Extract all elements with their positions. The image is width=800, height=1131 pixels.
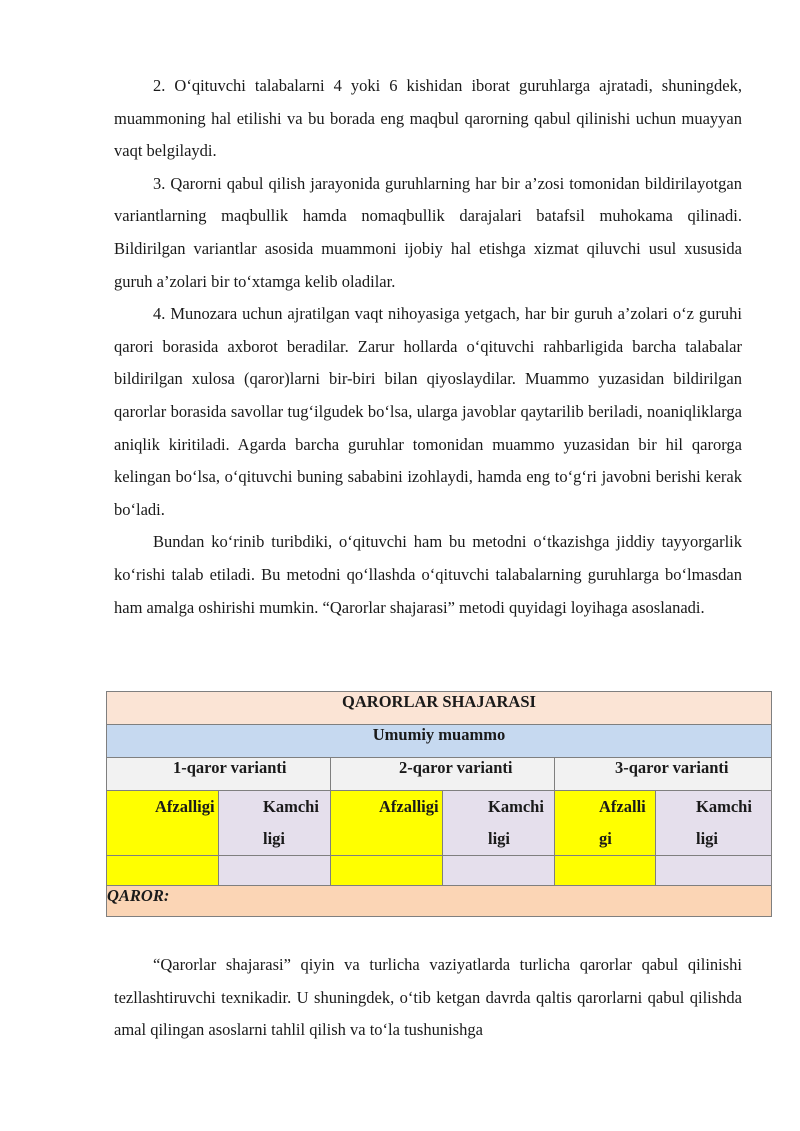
advantage-label: Afzalligi bbox=[379, 797, 439, 816]
variant-2-advantage-header bbox=[331, 791, 443, 856]
paragraph-technique-description: “Qarorlar shajarasi” qiyin va turlicha vaziyatlarda turlicha qarorlar qabul qilinishi tezllashtiruvchi texnikadir. U shuningdek, o‘tib ketgan davrda qaltis qarorlarni qabul qilishda amal qilingan asoslarni tahlil qilish va to‘la tushunishga bbox=[114, 955, 742, 1040]
variant-1-advantage-header bbox=[107, 791, 219, 856]
table-title: QARORLAR SHAJARASI bbox=[107, 692, 772, 725]
advantage-label: Afzalligi bbox=[155, 797, 215, 816]
paragraph-step-3: 3. Qarorni qabul qilish jarayonida guruhlarning har bir a’zosi tomonidan bildirilayotgan variantlarning maqbullik hamda nomaqbullik darajalari batafsil muhokama qilinadi. Bildirilgan variantlar asosida muammoni ijobiy hal etishga xizmat qiluvchi usul xususida guruh a’zolari bir to‘xtamga kelib oladilar. bbox=[114, 173, 742, 291]
body-text-top bbox=[114, 70, 742, 624]
body-text-bottom bbox=[114, 949, 742, 1047]
paragraph-step-2: 2. O‘qituvchi talabalarni 4 yoki 6 kishidan iborat guruhlarga ajratadi, shuningdek, muammoning hal etilishi va bu borada eng maqbul qarorning qabul qilinishi uchun muayyan vaqt belgilaydi. bbox=[114, 76, 742, 161]
variant-3-advantage-header bbox=[555, 791, 656, 856]
disadvantage-label: Kamchiligi bbox=[488, 797, 544, 848]
variant-2-advantage-cell bbox=[331, 856, 443, 886]
variant-1-disadvantage-cell bbox=[219, 856, 331, 886]
variant-1-disadvantage-header bbox=[219, 791, 331, 856]
variant-3-disadvantage-header bbox=[656, 791, 772, 856]
paragraph-step-4: 4. Munozara uchun ajratilgan vaqt nihoyasiga yetgach, har bir guruh a’zolari o‘z guruhi qarori borasida axborot beradilar. Zarur hollarda o‘qituvchi rahbarligida barcha talabalar bildirilgan xulosa (qaror)larni bir-biri bilan qiyoslaydilar. Muammo yuzasidan bildirilgan qarorlar borasida savollar tug‘ilgudek bo‘lsa, ularga javoblar qaytarilib beriladi, noaniqliklarga aniqlik kiritiladi. Agarda barcha guruhlar tomonidan muammo yuzasidan bir hil qarorga kelingan bo‘lsa, o‘qituvchi buning sababini izohlaydi, hamda eng to‘g‘ri javobni berishi kerak bo‘ladi. bbox=[114, 304, 742, 519]
variant-3-advantage-cell bbox=[555, 856, 656, 886]
variant-1-header: 1-qaror varianti bbox=[107, 758, 331, 791]
decision-tree-table bbox=[106, 691, 772, 917]
disadvantage-label: Kamchiligi bbox=[263, 797, 319, 848]
disadvantage-label: Kamchiligi bbox=[696, 797, 752, 848]
variant-2-header: 2-qaror varianti bbox=[331, 758, 555, 791]
common-problem-row: Umumiy muammo bbox=[107, 725, 772, 758]
advantage-label: Afzalligi bbox=[599, 797, 646, 848]
variant-3-disadvantage-cell bbox=[656, 856, 772, 886]
variant-3-header: 3-qaror varianti bbox=[555, 758, 772, 791]
decision-row: QAROR: bbox=[107, 886, 772, 917]
paragraph-conclusion: Bundan ko‘rinib turibdiki, o‘qituvchi ham bu metodni o‘tkazishga jiddiy tayyorgarlik ko‘rishi talab etiladi. Bu metodni qo‘llashda o‘qituvchi talabalarning guruhlarga bo‘lmasdan ham amalga oshirishi mumkin. “Qarorlar shajarasi” metodi quyidagi loyihaga asoslanadi. bbox=[114, 532, 742, 617]
variant-2-disadvantage-header bbox=[443, 791, 555, 856]
variant-2-disadvantage-cell bbox=[443, 856, 555, 886]
variant-1-advantage-cell bbox=[107, 856, 219, 886]
